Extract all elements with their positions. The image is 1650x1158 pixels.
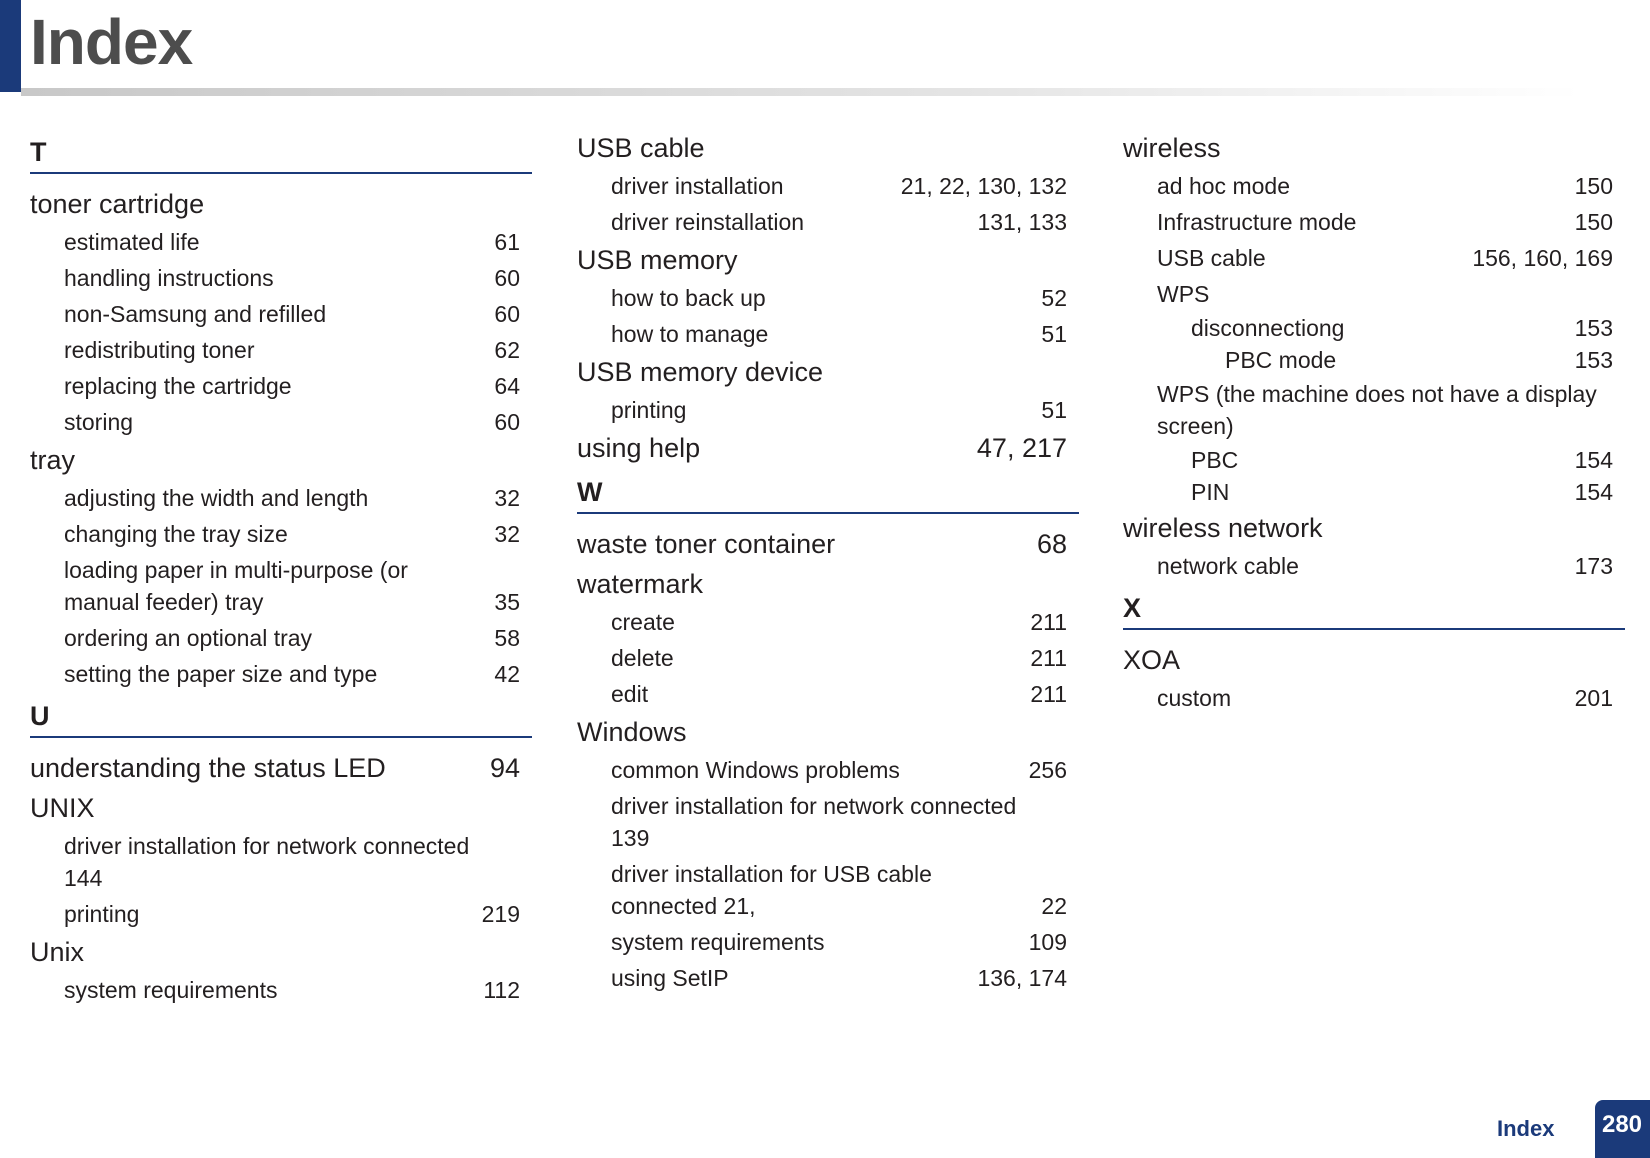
index-page-refs: 60 <box>494 409 520 435</box>
index-term: Unix <box>30 937 85 967</box>
index-page-refs: 42 <box>494 661 520 687</box>
index-subentry <box>1123 204 1625 240</box>
index-entry <box>577 128 1079 168</box>
index-subentry <box>30 404 532 440</box>
page-number: 280 <box>1601 1111 1643 1138</box>
index-subentry <box>577 604 1079 640</box>
index-term: edit <box>611 681 649 707</box>
index-letter-heading: U <box>30 692 532 738</box>
index-entry <box>1123 640 1625 680</box>
index-subentry <box>577 960 1079 996</box>
index-term: printing <box>64 901 140 927</box>
index-subentry <box>1123 276 1625 312</box>
index-subentry <box>577 392 1079 428</box>
index-letter-heading: T <box>30 128 532 174</box>
index-page-refs: 150 <box>1574 209 1613 235</box>
index-term: how to manage <box>611 321 769 347</box>
index-page-refs: 58 <box>494 625 520 651</box>
index-term: toner cartridge <box>30 189 205 219</box>
index-term: understanding the status LED <box>30 753 386 783</box>
index-entry <box>30 184 532 224</box>
index-term: USB memory device <box>577 357 824 387</box>
footer-section-label: Index <box>1497 1116 1555 1141</box>
index-entry <box>30 932 532 972</box>
index-term: estimated life <box>64 229 200 255</box>
index-subentry <box>1123 344 1625 376</box>
index-page-refs: 22 <box>1041 893 1067 919</box>
index-column-2 <box>577 128 1079 996</box>
index-subentry <box>577 280 1079 316</box>
index-entry <box>30 788 532 828</box>
index-subentry <box>577 204 1079 240</box>
index-term: USB cable <box>577 133 705 163</box>
index-page-refs: 153 <box>1574 347 1613 373</box>
index-page-refs: 150 <box>1574 173 1613 199</box>
index-entry <box>577 712 1079 752</box>
index-subentry <box>30 224 532 260</box>
index-entry <box>577 240 1079 280</box>
index-term: Infrastructure mode <box>1157 209 1357 235</box>
index-term: replacing the cartridge <box>64 373 292 399</box>
index-page-refs: 112 <box>483 977 520 1003</box>
index-subentry <box>1123 444 1625 476</box>
index-page-refs: 62 <box>494 337 520 363</box>
index-term: handling instructions <box>64 265 274 291</box>
index-subentry <box>577 752 1079 788</box>
index-term: disconnectiong <box>1191 315 1345 341</box>
index-subentry <box>30 828 532 896</box>
index-page-refs: 211 <box>1030 609 1067 635</box>
index-term: driver installation for USB cable connected 21, <box>611 861 932 919</box>
index-term: using SetIP <box>611 965 729 991</box>
index-subentry <box>30 260 532 296</box>
index-subentry <box>1123 240 1625 276</box>
index-page-refs: 32 <box>494 521 520 547</box>
index-term: system requirements <box>611 929 825 955</box>
index-term: adjusting the width and length <box>64 485 369 511</box>
index-entry <box>577 564 1079 604</box>
index-term: using help <box>577 433 701 463</box>
index-subentry <box>1123 548 1625 584</box>
index-subentry <box>1123 168 1625 204</box>
index-page-refs: 109 <box>1028 929 1067 955</box>
index-term: ad hoc mode <box>1157 173 1290 199</box>
index-subentry <box>30 656 532 692</box>
index-term: UNIX <box>30 793 95 823</box>
index-subentry <box>577 168 1079 204</box>
index-page-refs: 256 <box>1028 757 1067 783</box>
index-subentry <box>1123 312 1625 344</box>
index-term: watermark <box>577 569 704 599</box>
index-entry <box>30 440 532 480</box>
index-term: USB cable <box>1157 245 1266 271</box>
index-page-refs: 60 <box>494 301 520 327</box>
index-term: storing <box>64 409 134 435</box>
index-term: ordering an optional tray <box>64 625 313 651</box>
index-entry <box>577 352 1079 392</box>
index-page-refs: 173 <box>1574 553 1613 579</box>
index-subentry <box>1123 376 1625 444</box>
index-term: driver installation for network connected 139 <box>611 793 1017 851</box>
index-letter-heading: W <box>577 468 1079 514</box>
index-page-refs: 131, 133 <box>977 209 1067 235</box>
index-subentry <box>30 896 532 932</box>
index-entry <box>577 428 1079 468</box>
index-entry <box>1123 128 1625 168</box>
index-term: changing the tray size <box>64 521 288 547</box>
index-term: wireless <box>1123 133 1221 163</box>
index-term: WPS <box>1157 281 1210 307</box>
index-term: PIN <box>1191 479 1230 505</box>
index-subentry <box>577 640 1079 676</box>
index-term: non-Samsung and refilled <box>64 301 327 327</box>
index-page-refs: 21, 22, 130, 132 <box>900 173 1067 199</box>
index-page-refs: 211 <box>1030 681 1067 707</box>
index-term: driver installation <box>611 173 784 199</box>
index-page-refs: 154 <box>1574 479 1613 505</box>
index-term: driver installation for network connected 144 <box>64 833 470 891</box>
index-subentry <box>30 332 532 368</box>
index-page-refs: 219 <box>481 901 520 927</box>
index-term: tray <box>30 445 76 475</box>
index-page-refs: 201 <box>1574 685 1613 711</box>
index-term: XOA <box>1123 645 1181 675</box>
index-subentry <box>30 368 532 404</box>
index-term: driver reinstallation <box>611 209 805 235</box>
index-entry <box>577 524 1079 564</box>
page-title: Index <box>30 6 193 78</box>
title-accent-bar <box>0 0 21 92</box>
index-term: Windows <box>577 717 687 747</box>
index-subentry <box>30 296 532 332</box>
index-subentry <box>577 924 1079 960</box>
index-subentry <box>30 480 532 516</box>
index-subentry <box>30 972 532 1008</box>
index-term: wireless network <box>1123 513 1323 543</box>
index-term: redistributing toner <box>64 337 255 363</box>
index-term: delete <box>611 645 674 671</box>
index-entry <box>1123 508 1625 548</box>
index-entry <box>30 748 532 788</box>
index-page-refs: 156, 160, 169 <box>1472 245 1613 271</box>
index-term: PBC <box>1191 447 1239 473</box>
index-page-refs: 47, 217 <box>976 433 1067 463</box>
index-term: common Windows problems <box>611 757 900 783</box>
index-subentry <box>30 516 532 552</box>
index-page-refs: 51 <box>1041 397 1067 423</box>
index-subentry <box>30 552 532 620</box>
index-term: create <box>611 609 675 635</box>
index-column-1 <box>30 128 532 1008</box>
index-page-refs: 94 <box>489 753 520 783</box>
index-page-refs: 64 <box>494 373 520 399</box>
index-subentry <box>1123 476 1625 508</box>
index-page-refs: 68 <box>1036 529 1067 559</box>
index-term: how to back up <box>611 285 766 311</box>
index-page-refs: 136, 174 <box>977 965 1067 991</box>
index-letter-heading: X <box>1123 584 1625 630</box>
title-divider <box>21 88 1581 96</box>
index-page-refs: 211 <box>1030 645 1067 671</box>
index-column-3 <box>1123 128 1625 716</box>
index-page-refs: 32 <box>494 485 520 511</box>
index-page-refs: 60 <box>494 265 520 291</box>
index-page-refs: 52 <box>1041 285 1067 311</box>
index-subentry <box>577 316 1079 352</box>
index-page-refs: 154 <box>1574 447 1613 473</box>
index-subentry <box>577 788 1079 856</box>
index-term: system requirements <box>64 977 278 1003</box>
index-term: waste toner container <box>577 529 836 559</box>
index-term: printing <box>611 397 687 423</box>
index-term: PBC mode <box>1225 347 1337 373</box>
index-page-refs: 61 <box>494 229 520 255</box>
index-subentry <box>577 856 1079 924</box>
index-term: setting the paper size and type <box>64 661 378 687</box>
index-term: custom <box>1157 685 1232 711</box>
index-subentry <box>30 620 532 656</box>
index-page-refs: 153 <box>1574 315 1613 341</box>
index-page-refs: 35 <box>494 589 520 615</box>
index-subentry <box>1123 680 1625 716</box>
index-subentry <box>577 676 1079 712</box>
index-page-refs: 51 <box>1041 321 1067 347</box>
index-term: network cable <box>1157 553 1299 579</box>
index-term: WPS (the machine does not have a display screen) <box>1157 381 1597 439</box>
index-term: USB memory <box>577 245 738 275</box>
index-term: loading paper in multi-purpose (or manual feeder) tray <box>64 557 408 615</box>
